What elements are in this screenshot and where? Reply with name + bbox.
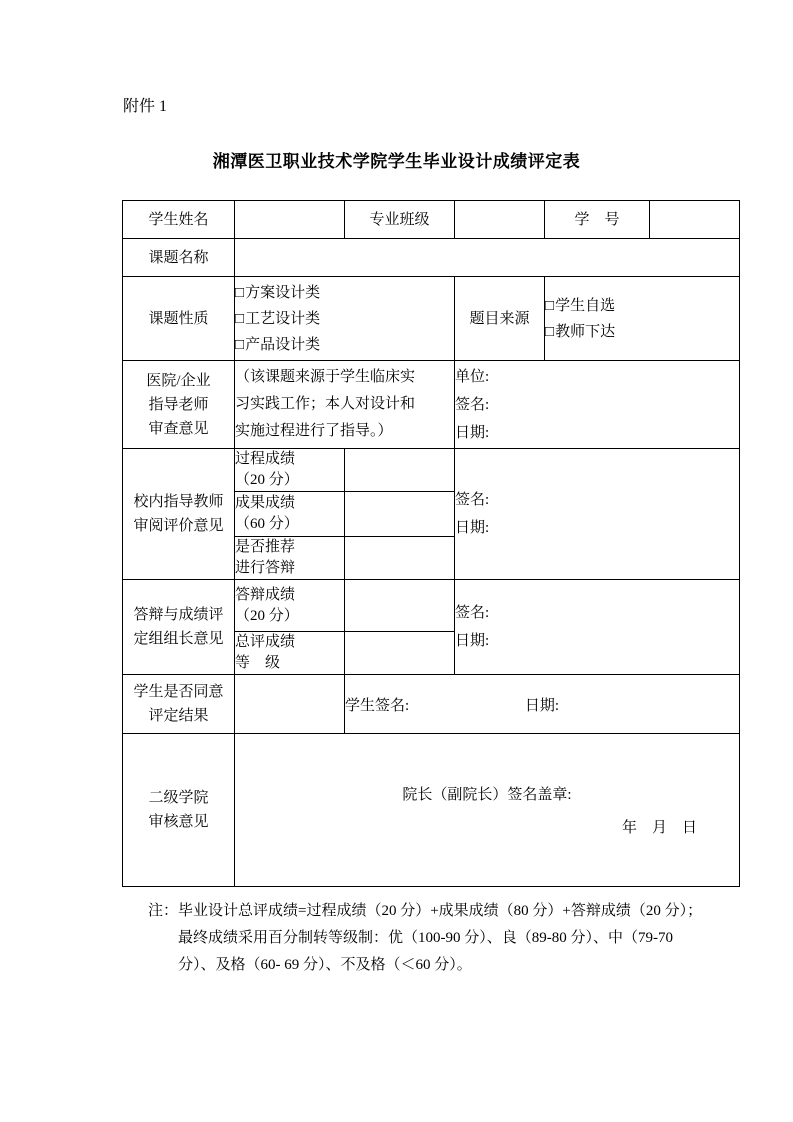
year-month-day-label: 年 月 日 bbox=[621, 820, 697, 836]
attachment-label: 附件 1 bbox=[123, 98, 168, 115]
row-topic-name bbox=[123, 239, 740, 277]
option-craft-design[interactable] bbox=[235, 306, 454, 332]
row-student-agree bbox=[123, 675, 740, 734]
result-score-label bbox=[235, 492, 345, 537]
label-line: 评定结果 bbox=[148, 708, 209, 724]
checkbox-icon[interactable]: □ bbox=[545, 297, 555, 314]
major-class-field[interactable] bbox=[455, 201, 545, 239]
date-label: 日期: bbox=[455, 520, 490, 536]
row-defense-group bbox=[123, 580, 740, 632]
signature-label: 签名: bbox=[455, 396, 490, 413]
label-line: （60 分） bbox=[235, 516, 299, 532]
hospital-review-fields[interactable] bbox=[455, 361, 740, 449]
row-school-advisor bbox=[123, 449, 740, 492]
row-hospital-review bbox=[123, 361, 740, 449]
label-line: 学生是否同意 bbox=[133, 684, 224, 700]
label-line: 审阅评价意见 bbox=[133, 518, 224, 534]
topic-name-label: 课题名称 bbox=[123, 239, 235, 277]
topic-source-label: 题目来源 bbox=[455, 277, 545, 361]
label-line: 定组组长意见 bbox=[133, 631, 224, 647]
option-teacher-assigned[interactable] bbox=[545, 319, 739, 345]
label-line: 是否推荐 bbox=[235, 539, 296, 555]
row-college-review bbox=[123, 734, 740, 887]
row-student-info bbox=[123, 201, 740, 239]
label-line: 进行答辩 bbox=[235, 560, 296, 576]
checkbox-icon[interactable]: □ bbox=[235, 284, 245, 301]
option-student-selected[interactable] bbox=[545, 293, 739, 319]
label-line: 审查意见 bbox=[148, 420, 209, 437]
option-label: 方案设计类 bbox=[245, 284, 321, 301]
date-label: 日期: bbox=[455, 424, 490, 441]
note-line: 分）、及格（60- 69 分）、不及格（＜60 分）。 bbox=[178, 957, 472, 973]
grading-note bbox=[148, 898, 748, 979]
note-line: 习实践工作；本人对设计和 bbox=[235, 396, 416, 412]
topic-source-options bbox=[545, 277, 740, 361]
label-line: （20 分） bbox=[235, 607, 299, 624]
label-line: （20 分） bbox=[235, 472, 299, 488]
date-label: 日期: bbox=[455, 633, 490, 649]
note-line: （该课题来源于学生临床实 bbox=[235, 369, 416, 385]
checkbox-icon[interactable]: □ bbox=[235, 336, 245, 353]
process-score-label bbox=[235, 449, 345, 492]
option-product-design[interactable] bbox=[235, 332, 454, 358]
label-line: 成果成绩 bbox=[235, 495, 296, 511]
note-line: 注：毕业设计总评成绩=过程成绩（20 分）+成果成绩（80 分）+答辩成绩（20 分）； bbox=[148, 903, 703, 919]
topic-nature-label: 课题性质 bbox=[123, 277, 235, 361]
label-line: 校内指导教师 bbox=[133, 494, 224, 510]
option-label: 产品设计类 bbox=[245, 336, 321, 353]
student-id-field[interactable] bbox=[650, 201, 740, 239]
note-line: 最终成绩采用百分制转等级制：优（100-90 分）、良（89-80 分）、中（79-70 bbox=[178, 930, 673, 946]
checkbox-icon[interactable]: □ bbox=[235, 310, 245, 327]
major-class-label: 专业班级 bbox=[345, 201, 455, 239]
school-advisor-fields[interactable] bbox=[455, 449, 740, 580]
student-name-field[interactable] bbox=[235, 201, 345, 239]
label-line: 等 级 bbox=[235, 655, 281, 671]
college-review-label bbox=[123, 734, 235, 887]
total-grade-field[interactable] bbox=[345, 632, 455, 675]
defense-score-field[interactable] bbox=[345, 580, 455, 632]
topic-name-field[interactable] bbox=[235, 239, 740, 277]
recommend-defense-label bbox=[235, 537, 345, 580]
student-agree-blank[interactable] bbox=[235, 675, 345, 734]
result-score-field[interactable] bbox=[345, 492, 455, 537]
label-line: 过程成绩 bbox=[235, 451, 296, 467]
hospital-review-label bbox=[123, 361, 235, 449]
label-line: 二级学院 bbox=[148, 790, 209, 806]
label-line: 审核意见 bbox=[148, 814, 209, 830]
row-topic-nature bbox=[123, 277, 740, 361]
signature-label: 签名: bbox=[455, 605, 490, 621]
school-advisor-label bbox=[123, 449, 235, 580]
recommend-defense-field[interactable] bbox=[345, 537, 455, 580]
page-title: 湘潭医卫职业技术学院学生毕业设计成绩评定表 bbox=[212, 152, 581, 171]
option-plan-design[interactable] bbox=[235, 280, 454, 306]
label-line: 医院/企业 bbox=[146, 372, 211, 389]
label-line: 总评成绩 bbox=[235, 634, 296, 650]
label-line: 答辩与成绩评 bbox=[133, 607, 224, 623]
note-line: 实施过程进行了指导。） bbox=[235, 423, 393, 439]
student-agree-label bbox=[123, 675, 235, 734]
total-grade-label bbox=[235, 632, 345, 675]
student-date-label: 日期: bbox=[524, 697, 560, 714]
evaluation-form-table bbox=[122, 200, 740, 887]
signature-label: 签名: bbox=[455, 492, 490, 508]
label-line: 答辩成绩 bbox=[235, 586, 296, 603]
college-review-area[interactable] bbox=[235, 734, 740, 887]
unit-label: 单位: bbox=[455, 368, 490, 385]
option-label: 教师下达 bbox=[555, 323, 616, 340]
label-line: 指导老师 bbox=[148, 396, 209, 413]
hospital-review-note bbox=[235, 361, 455, 449]
student-signature-area[interactable] bbox=[345, 675, 740, 734]
checkbox-icon[interactable]: □ bbox=[545, 323, 555, 340]
student-id-label: 学 号 bbox=[545, 201, 650, 239]
option-label: 工艺设计类 bbox=[245, 310, 321, 327]
option-label: 学生自选 bbox=[555, 297, 616, 314]
process-score-field[interactable] bbox=[345, 449, 455, 492]
defense-score-label bbox=[235, 580, 345, 632]
defense-group-label bbox=[123, 580, 235, 675]
defense-group-fields[interactable] bbox=[455, 580, 740, 675]
student-name-label: 学生姓名 bbox=[123, 201, 235, 239]
dean-signature-label: 院长（副院长）签名盖章: bbox=[402, 787, 572, 803]
topic-nature-options bbox=[235, 277, 455, 361]
student-signature-label: 学生签名: bbox=[345, 697, 410, 714]
